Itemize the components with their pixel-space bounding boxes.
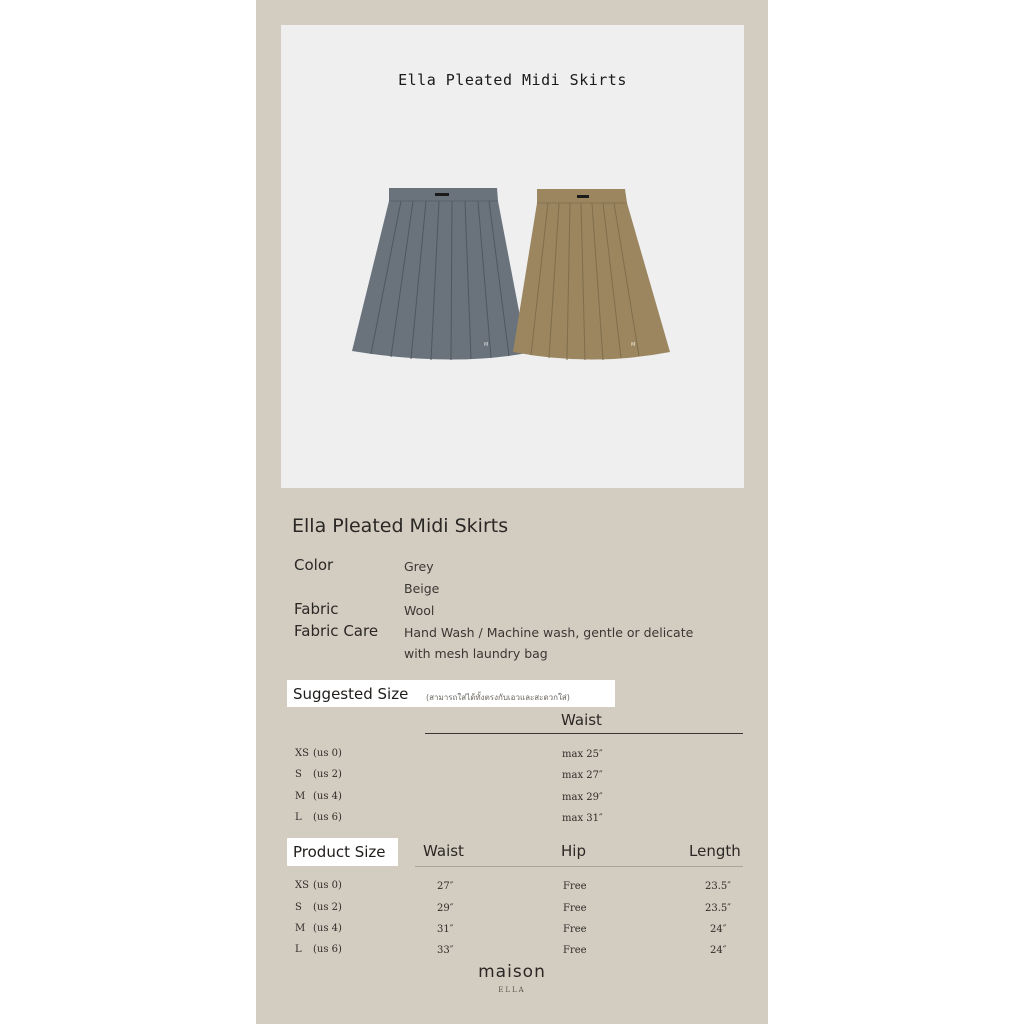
suggested-size-note: (สามารถใส่ได้ทั้งตรงกับเอวและสะดวกใส่): [426, 693, 570, 702]
product-row-m: M (us 4): [295, 923, 342, 934]
product-hip-header: Hip: [561, 842, 586, 860]
product-waist-xs: 27″: [437, 881, 454, 892]
svg-text:M: M: [631, 342, 636, 348]
product-header-rule: [415, 866, 743, 867]
brand-logo-sub: ELLA: [498, 986, 526, 994]
fabric-care-line-2: with mesh laundry bag: [404, 646, 548, 661]
suggested-waist-xs: max 25″: [562, 749, 603, 760]
suggested-size-label: Suggested Size: [293, 685, 409, 703]
skirts-illustration: [281, 25, 744, 488]
product-hip-s: Free: [563, 903, 587, 914]
product-waist-m: 31″: [437, 924, 454, 935]
suggested-waist-l: max 31″: [562, 813, 603, 824]
beige-skirt-image: [513, 189, 670, 360]
fabric-care-label: Fabric Care: [294, 622, 379, 640]
suggested-row-m: M (us 4): [295, 791, 342, 802]
photo-title: Ella Pleated Midi Skirts: [398, 71, 627, 89]
suggested-row-xs: XS (us 0): [295, 748, 342, 759]
product-hip-m: Free: [563, 924, 587, 935]
product-waist-l: 33″: [437, 945, 454, 956]
product-hip-l: Free: [563, 945, 587, 956]
product-waist-s: 29″: [437, 903, 454, 914]
product-row-xs: XS (us 0): [295, 880, 342, 891]
color-beige: Beige: [404, 581, 440, 596]
product-title: Ella Pleated Midi Skirts: [292, 515, 509, 537]
fabric-care-line-1: Hand Wash / Machine wash, gentle or delicate: [404, 625, 694, 640]
suggested-waist-s: max 27″: [562, 770, 603, 781]
product-length-header: Length: [689, 842, 741, 860]
product-length-xs: 23.5″: [705, 881, 732, 892]
color-label: Color: [294, 556, 334, 574]
product-hip-xs: Free: [563, 881, 587, 892]
suggested-header-rule: [425, 733, 743, 734]
suggested-waist-header: Waist: [561, 711, 602, 729]
product-photo: [281, 25, 744, 488]
product-length-s: 23.5″: [705, 903, 732, 914]
fabric-value: Wool: [404, 603, 435, 618]
product-row-l: L (us 6): [295, 944, 342, 955]
suggested-row-s: S (us 2): [295, 769, 342, 780]
product-length-m: 24″: [710, 924, 727, 935]
product-length-l: 24″: [710, 945, 727, 956]
svg-text:M: M: [484, 342, 489, 348]
suggested-waist-m: max 29″: [562, 792, 603, 803]
product-row-s: S (us 2): [295, 902, 342, 913]
brand-logo: maison: [478, 962, 546, 982]
product-size-label: Product Size: [293, 843, 386, 861]
fabric-label: Fabric: [294, 600, 339, 618]
product-waist-header: Waist: [423, 842, 464, 860]
suggested-row-l: L (us 6): [295, 812, 342, 823]
grey-skirt-image: [352, 188, 527, 360]
color-grey: Grey: [404, 559, 434, 574]
